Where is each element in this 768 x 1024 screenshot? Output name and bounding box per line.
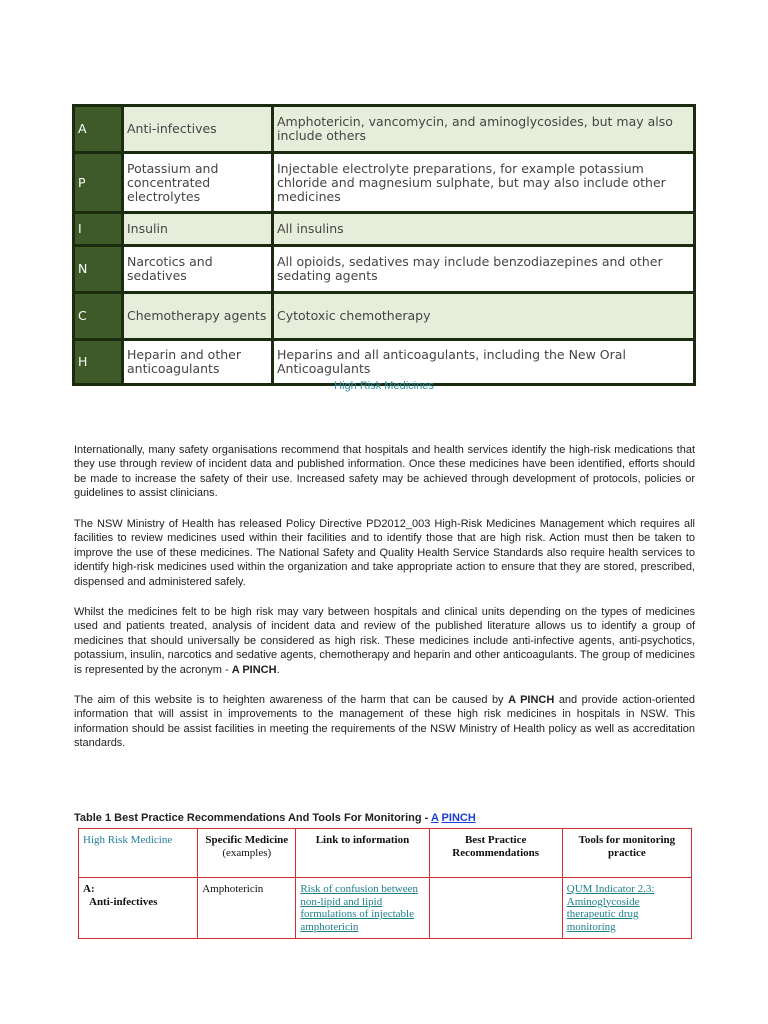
row-description: All insulins [274,214,693,244]
paragraph-intro: Internationally, many safety organisations recommend that hospitals and health services identify the high-risk medications that they use through review of incident data and published information. Once these medicines have been identified, efforts should be made to increase the safety of their use. Increased safety may be achieved through development of protocols, policies or guidelines to assist clinicians. [74,444,695,500]
acronym-bold: A PINCH [508,694,555,706]
paragraph-end: . [276,663,280,676]
paragraph-end: and provide action-oriented information that will assist in improvements to the management of these high risk medicines in hospitals in NSW. This information should be assist facilities in meeting the requirements of the NSW Ministry of Health policy as well as accreditation standards. [74,694,695,750]
paragraph-aim [74,693,695,751]
apinch-table [72,104,696,386]
apinch-row-c [75,294,693,338]
row-category: Insulin [124,214,271,244]
cell-recommendation [429,878,562,939]
row-description: Injectable electrolyte preparations, for example potassium chloride and magnesium sulphate, but may also include other medicines [274,154,693,211]
paragraph-text: The aim of this website is to heighten awareness of the harm that can be caused by [74,694,509,706]
header-examples: (examples) [222,846,272,859]
cell-medicine: Amphotericin [198,878,296,939]
row-letter: H [75,341,121,383]
row-category: Anti-infectives [124,107,271,151]
acronym-bold: A PINCH [231,663,277,676]
header-high-risk-medicine: High Risk Medicine [79,829,198,878]
row-description: Amphotericin, vancomycin, and aminoglycosides, but may also include others [274,107,693,151]
row-category: Potassium and concentrated electrolytes [124,154,271,211]
apinch-row-p [75,154,693,211]
row-description: All opioids, sedatives may include benzodiazepines and other sedating agents [274,247,693,291]
row-category: Chemotherapy agents [124,294,271,338]
row-letter: C [75,294,121,338]
tool-link[interactable]: QUM Indicator 2.3: Aminoglycoside therapeutic drug monitoring [566,883,655,933]
apinch-row-h [75,341,693,383]
best-practice-table [78,828,692,939]
row-description: Cytotoxic chemotherapy [274,294,693,338]
cell-high-risk: A: Anti-infectives [79,878,198,939]
table-header-row [79,829,692,878]
row-letter: P [75,154,121,211]
cell-tool [562,878,691,939]
info-link[interactable]: Risk of confusion between non-lipid and lipid formulations of injectable amphotericin [300,883,418,933]
header-best-practice: Best Practice Recommendations [429,829,562,878]
row-description: Heparins and all anticoagulants, including the New Oral Anticoagulants [274,341,693,383]
row-letter: N [75,247,121,291]
header-link-info: Link to information [296,829,429,878]
header-tools: Tools for monitoring practice [562,829,691,878]
link-pinch[interactable]: PINCH [441,812,476,824]
table-row [79,878,692,939]
row-category: Heparin and other anticoagulants [124,341,271,383]
link-a[interactable]: A [430,812,439,824]
table1-title [74,812,476,824]
row-letter: A [75,107,121,151]
paragraph-high-risk [74,605,695,677]
header-specific-medicine: Specific Medicine (examples) [198,829,296,878]
paragraph-policy: The NSW Ministry of Health has released Policy Directive PD2012_003 High-Risk Medicines Management which requires all facilities to review medicines used within their facilities and to identify those that are high risk. Action must then be taken to improve the use of these medicines. The National Safety and Quality Health Service Standards also require health services to identify high-risk medicines used within the organization and take appropriate action to ensure that they are stored, prescribed, dispensed and administered safely. [74,518,695,588]
table1-title-text: Table 1 Best Practice Recommendations And Tools For Monitoring - [74,812,431,824]
apinch-row-i [75,214,693,244]
cell-link [296,878,429,939]
apinch-row-n [75,247,693,291]
row-letter: I [75,214,121,244]
table-caption: High Risk Medicines [334,380,434,392]
row-category: Narcotics and sedatives [124,247,271,291]
paragraph-text: Whilst the medicines felt to be high risk may vary between hospitals and clinical units depending on the types of medicines used and patients treated, analysis of incident data and review of the published literature allows us to identify a group of medicines that should universally be considered as high risk. These medicines include anti-infective agents, anti-psychotics, potassium, insulin, narcotics and sedative agents, chemotherapy and heparin and other anticoagulants. The group of medicines is represented by the acronym - [74,606,695,676]
apinch-row-a [75,107,693,151]
